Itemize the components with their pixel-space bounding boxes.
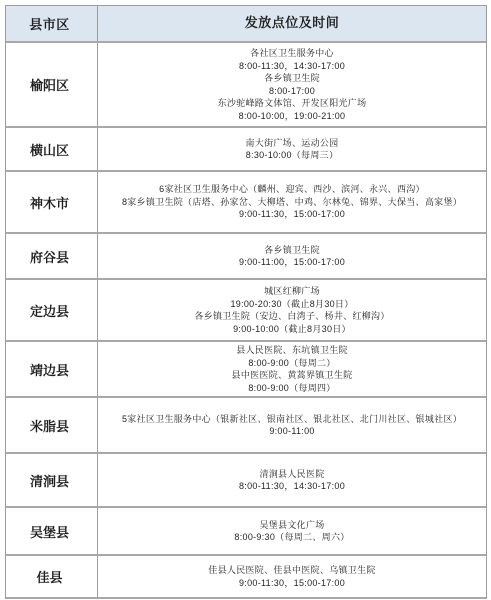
detail-line: 9:00-11:30，15:00-17:00: [238, 209, 345, 220]
region-name: 定边县: [6, 280, 98, 340]
detail-line: 8:00-9:00（每周二）: [248, 357, 336, 368]
detail-line: 各社区卫生服务中心: [250, 48, 334, 58]
detail-line: 9:00-11:00，15:00-17:00: [238, 257, 345, 267]
detail-line: 5家社区卫生服务中心（银新社区、银南社区、银北社区、北门川社区、银城社区）: [121, 413, 463, 424]
distribution-details: [98, 43, 486, 126]
detail-line: 9:00-11:30，15:00-17:00: [238, 577, 345, 588]
detail-line: 9:00-10:00（截止8月30日）: [233, 323, 351, 334]
detail-line: 城区红柳广场: [264, 286, 320, 296]
region-name: 榆阳区: [6, 43, 98, 126]
detail-line: 各乡镇卫生院（安边、白湾子、杨井、红柳沟）: [194, 311, 390, 321]
detail-line: 佳县人民医院、佳县中医院、乌镇卫生院: [208, 565, 376, 575]
detail-line: 县人民医院、东坑镇卫生院: [236, 345, 348, 355]
table-row: [6, 556, 486, 599]
detail-line: 各乡镇卫生院: [264, 244, 320, 255]
region-name: 清涧县: [6, 454, 98, 506]
table-row: [6, 234, 486, 280]
table-row: [6, 398, 486, 454]
region-name: 吴堡县: [6, 508, 98, 554]
table-row: [6, 128, 486, 172]
detail-line: 8:00-9:30（每周二、周六）: [234, 532, 350, 542]
distribution-details: [98, 234, 486, 278]
detail-line: 6家社区卫生服务中心（麟州、迎宾、西沙、滨河、永兴、西沟）: [159, 184, 425, 195]
distribution-details: [98, 128, 486, 170]
detail-line: 19:00-20:30（截止8月30日）: [230, 298, 354, 309]
region-name: 米脂县: [6, 398, 98, 452]
distribution-table: [5, 5, 487, 599]
detail-line: 各乡镇卫生院: [264, 73, 320, 83]
table-row: [6, 508, 486, 556]
distribution-details: [98, 280, 486, 340]
detail-line: 清涧县人民医院: [259, 468, 325, 479]
table-row: [6, 172, 486, 234]
region-name: 府谷县: [6, 234, 98, 278]
table-row: [6, 280, 486, 342]
header-details: 发放点位及时间: [244, 15, 340, 31]
distribution-details: [98, 172, 486, 232]
detail-line: 8:00-17:00: [268, 85, 316, 96]
detail-line: 县中医医院、黄蒿界镇卫生院: [231, 370, 353, 380]
detail-line: 9:00-11:00: [269, 426, 315, 436]
header-region: 县市区: [6, 6, 98, 41]
table-row: [6, 342, 486, 398]
detail-line: 东沙驼峰路文体馆、开发区阳光广场: [217, 98, 367, 108]
region-name: 佳县: [6, 556, 98, 597]
distribution-details: [98, 454, 486, 506]
distribution-details: [98, 556, 486, 597]
detail-line: 8:00-11:30，14:30-17:00: [238, 60, 345, 71]
table-row: [6, 454, 486, 508]
table-header-row: [6, 6, 486, 43]
distribution-details: [98, 342, 486, 396]
region-name: 神木市: [6, 172, 98, 232]
distribution-details: [98, 398, 486, 452]
detail-line: 南大街广场、运动公园: [245, 137, 339, 148]
table-row: [6, 43, 486, 128]
distribution-details: [98, 508, 486, 554]
detail-line: 吴堡县文化广场: [259, 519, 325, 530]
detail-line: 8:00-9:00（每周四）: [248, 382, 336, 393]
detail-line: 8:00-11:30，14:30-17:00: [238, 481, 345, 491]
region-name: 靖边县: [6, 342, 98, 396]
detail-line: 8家乡镇卫生院（店塔、孙家岔、大柳塔、中鸡、尔林兔、锦界、大保当、高家堡）: [121, 196, 463, 207]
region-name: 横山区: [6, 128, 98, 170]
detail-line: 8:30-10:00（每周三）: [245, 150, 339, 160]
detail-line: 8:00-10:00，19:00-21:00: [238, 110, 346, 121]
